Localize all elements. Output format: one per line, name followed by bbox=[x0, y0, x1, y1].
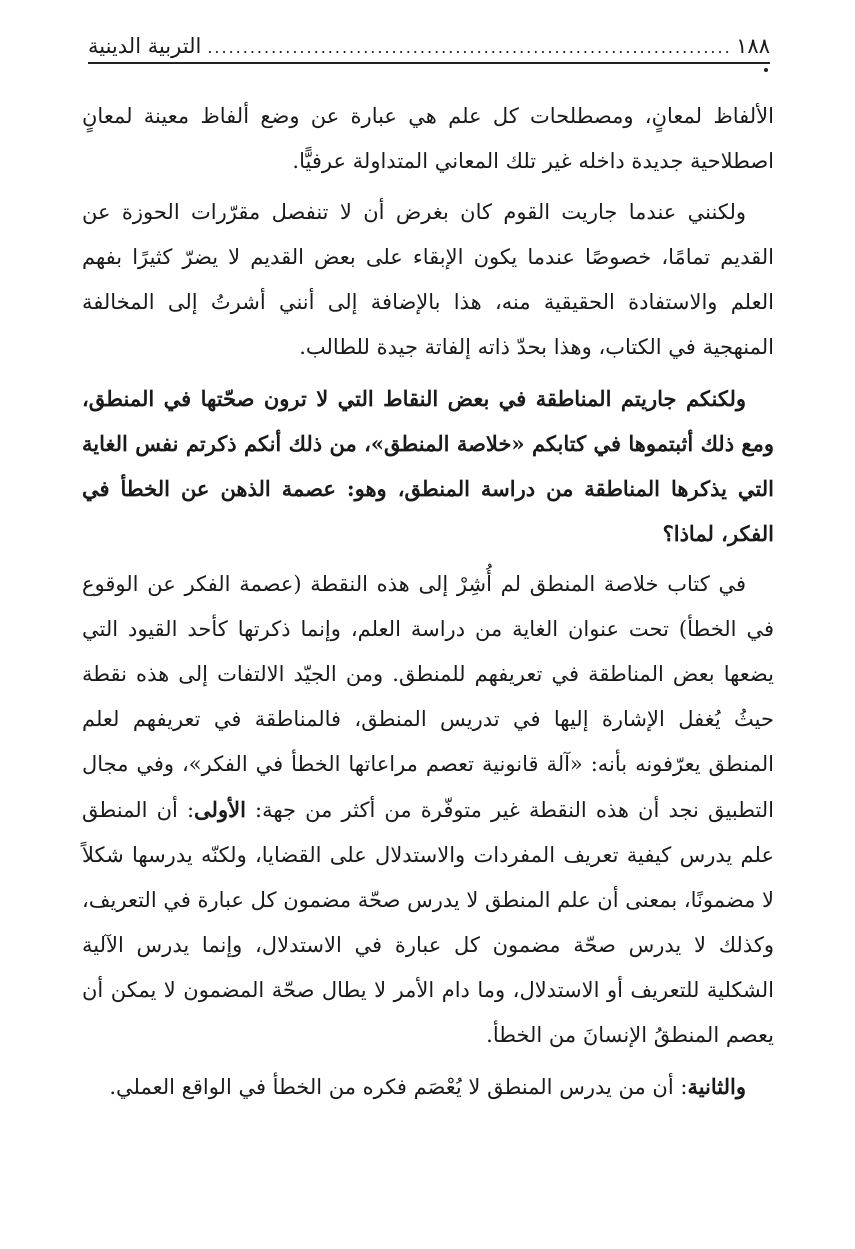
dot-leader bbox=[207, 37, 730, 59]
answer-text-end: : أن المنطق علم يدرس كيفية تعريف المفردات والاستدلال على القضايا، ولكنّه يدرسها شكلاً لا مضمونًا، بمعنى أن علم المنطق لا يدرس صحّة مضمون كل عبارة في التعريف، وكذلك لا يدرس صحّة مضمون كل عبارة في الاستدلال، وإنما يدرس الآلية الشكلية للتعريف أو الاستدلال، وما دام الأمر لا يطال صحّة المضمون لا يمكن أن يعصم المنطقُ الإنسانَ من الخطأ. bbox=[82, 798, 774, 1047]
paragraph-answer-part: ولكنني عندما جاريت القوم كان بغرض أن لا تنفصل مقرّرات الحوزة عن القديم تمامًا، خصوصًا عندما يكون الإبقاء على بعض القديم لا يضرّ كثيرًا بفهم العلم والاستفادة الحقيقية منه، هذا بالإضافة إلى أنني أشرتُ إلى المخالفة المنهجية في الكتاب، وهذا بحدّ ذاته إلفاتة جيدة للطالب. bbox=[82, 200, 774, 359]
interview-question: ولكنكم جاريتم المناطقة في بعض النقاط التي لا ترون صحّتها في المنطق، ومع ذلك أثبتموها في كتابكم «خلاصة المنطق»، من ذلك أنكم ذكرتم نفس الغاية التي يذكرها المناطقة من دراسة المنطق، وهو: عصمة الذهن عن الخطأ في الفكر، لماذا؟ bbox=[82, 386, 774, 546]
second-point-text: : أن من يدرس المنطق لا يُعْصَم فكره من الخطأ في الواقع العملي. bbox=[109, 1075, 688, 1099]
paragraph-answer bbox=[82, 562, 774, 1058]
answer-text-start: في كتاب خلاصة المنطق لم أُشِرْ إلى هذه النقطة (عصمة الفكر عن الوقوع في الخطأ) تحت عنوان الغاية من دراسة العلم، وإنما ذكرتها كأحد القيود التي يضعها بعض المناطقة في تعريفهم للمنطق. ومن الجيّد الالتفات إلى هذه نقطة حيثُ يُغفل الإشارة إليها في تدريس المنطق، فالمناطقة في تعريفهم لعلم المنطق يعرّفونه بأنه: «آلة قانونية تعصم مراعاتها الخطأ في الفكر»، وفي مجال التطبيق نجد أن هذه النقطة غير متوفّرة من أكثر من جهة: bbox=[82, 572, 774, 822]
running-header bbox=[88, 34, 770, 64]
paragraph-continuation: الألفاظ لمعانٍ، ومصطلحات كل علم هي عبارة عن وضع ألفاظ معينة لمعانٍ اصطلاحية جديدة داخله غير تلك المعاني المتداولة عرفيًّا. bbox=[82, 104, 774, 173]
paragraph-second-point bbox=[82, 1064, 774, 1110]
header-dot bbox=[764, 68, 768, 72]
term-second: والثانية bbox=[687, 1074, 746, 1099]
running-title: التربية الدينية bbox=[88, 34, 202, 58]
page-number: ١٨٨ bbox=[736, 34, 770, 58]
term-first: الأولى bbox=[194, 797, 246, 822]
body-text bbox=[82, 94, 774, 1116]
